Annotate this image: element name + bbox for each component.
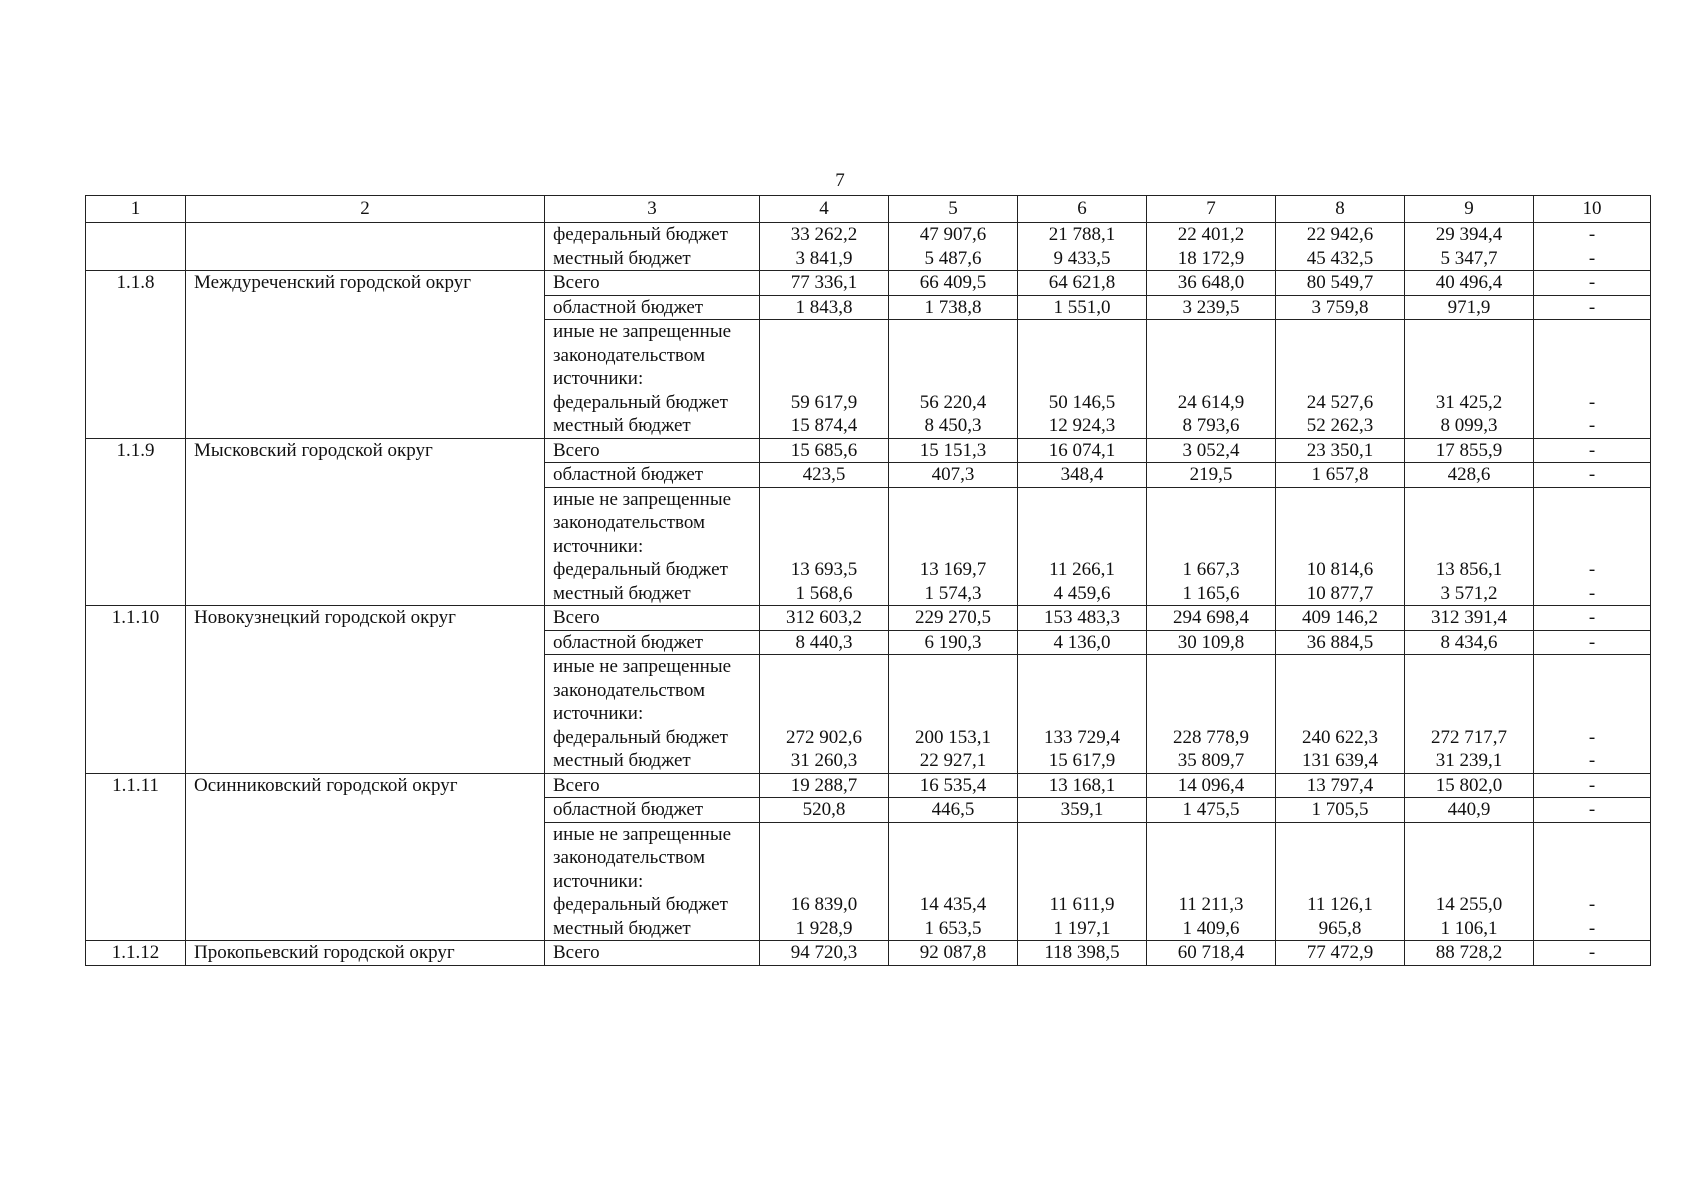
- value-cell: [1405, 223, 1534, 271]
- value-regional: 36 884,5: [1276, 630, 1405, 655]
- value-federal: 31 425,2: [1435, 391, 1503, 413]
- value-regional: 6 190,3: [889, 630, 1018, 655]
- value-federal: 133 729,4: [1044, 726, 1120, 748]
- value-federal: 13 693,5: [790, 559, 858, 580]
- value-total: 77 336,1: [760, 271, 889, 296]
- value-regional: 4 136,0: [1018, 630, 1147, 655]
- value-total: 16 535,4: [889, 773, 1018, 798]
- value-local: 15 874,4: [790, 415, 858, 436]
- label-federal: федеральный бюджет: [553, 726, 728, 748]
- value-local: 5 347,7: [1440, 247, 1498, 269]
- value-local: 15 617,9: [1048, 750, 1116, 771]
- district-name: Прокопьевский городской округ: [186, 941, 545, 966]
- value-total: 13 168,1: [1018, 773, 1147, 798]
- row-label: [545, 320, 760, 439]
- value-cell: [1276, 487, 1405, 606]
- value-local: 18 172,9: [1177, 247, 1245, 269]
- value-federal: 13 169,7: [919, 559, 987, 580]
- value-cell: [1147, 487, 1276, 606]
- value-regional: 359,1: [1018, 798, 1147, 823]
- value-federal: 228 778,9: [1173, 726, 1249, 748]
- value-cell: [1018, 320, 1147, 439]
- district-name: Междуреченский городской округ: [186, 271, 545, 439]
- table-row: [86, 606, 1651, 631]
- value-local: 5 487,6: [924, 247, 982, 269]
- value-cell: [1534, 223, 1651, 271]
- value-local: 8 793,6: [1182, 415, 1240, 436]
- value-local: 8 450,3: [924, 415, 982, 436]
- value-federal: 14 255,0: [1435, 894, 1503, 915]
- value-regional: 1 551,0: [1018, 295, 1147, 320]
- value-total: 23 350,1: [1276, 438, 1405, 463]
- label-other-sources: иные не запрещенные законодательством источники:: [553, 321, 732, 389]
- district-code: 1.1.12: [86, 941, 186, 966]
- value-total: 16 074,1: [1018, 438, 1147, 463]
- header-row: [86, 196, 1651, 223]
- value-cell: [1405, 487, 1534, 606]
- value-local: 1 568,6: [795, 582, 853, 604]
- value-local: 31 260,3: [790, 750, 858, 771]
- value-local: 31 239,1: [1435, 750, 1503, 771]
- table-row: [86, 271, 1651, 296]
- page-number: 7: [835, 170, 845, 191]
- value-regional: 348,4: [1018, 463, 1147, 488]
- label-other-sources: иные не запрещенные законодательством источники:: [553, 823, 732, 892]
- label-local: местный бюджет: [553, 582, 691, 604]
- column-number: 5: [889, 196, 1018, 223]
- label-other-sources: иные не запрещенные законодательством источники:: [553, 656, 732, 724]
- value-local: 3 841,9: [795, 247, 853, 269]
- empty-marker: -: [1588, 582, 1596, 604]
- value-federal: 21 788,1: [1048, 224, 1116, 245]
- value-total: 409 146,2: [1276, 606, 1405, 631]
- empty-cell: [186, 223, 545, 271]
- value-regional: 8 434,6: [1405, 630, 1534, 655]
- column-number: 9: [1405, 196, 1534, 223]
- value-local: 1 165,6: [1182, 582, 1240, 604]
- label-local: местный бюджет: [553, 750, 691, 771]
- value-cell: [760, 223, 889, 271]
- label-total: Всего: [545, 941, 760, 966]
- value-total: 92 087,8: [889, 941, 1018, 966]
- value-total: 294 698,4: [1147, 606, 1276, 631]
- empty-marker: -: [1534, 271, 1651, 296]
- value-federal: 22 401,2: [1177, 224, 1245, 245]
- district-name: Новокузнецкий городской округ: [186, 606, 545, 774]
- value-local: 10 877,7: [1306, 582, 1374, 604]
- value-local: 1 574,3: [924, 582, 982, 604]
- value-total: 66 409,5: [889, 271, 1018, 296]
- value-local: 1 106,1: [1440, 917, 1498, 939]
- value-cell: [760, 487, 889, 606]
- value-cell: [1534, 487, 1651, 606]
- empty-marker: -: [1588, 750, 1596, 771]
- value-cell: [889, 223, 1018, 271]
- value-local: 12 924,3: [1048, 415, 1116, 436]
- value-regional: 30 109,8: [1147, 630, 1276, 655]
- value-regional: 1 738,8: [889, 295, 1018, 320]
- value-regional: 219,5: [1147, 463, 1276, 488]
- value-local: 45 432,5: [1306, 247, 1374, 269]
- value-total: 88 728,2: [1405, 941, 1534, 966]
- label-federal: федеральный бюджет: [553, 391, 728, 413]
- value-total: 77 472,9: [1276, 941, 1405, 966]
- empty-marker: -: [1534, 463, 1651, 488]
- value-cell: [1018, 223, 1147, 271]
- value-local: 9 433,5: [1053, 247, 1111, 269]
- value-regional: 3 239,5: [1147, 295, 1276, 320]
- empty-marker: -: [1534, 773, 1651, 798]
- label-total: Всего: [545, 438, 760, 463]
- value-federal: 272 717,7: [1431, 726, 1507, 748]
- value-cell: [760, 822, 889, 941]
- value-total: 14 096,4: [1147, 773, 1276, 798]
- value-total: 15 685,6: [760, 438, 889, 463]
- value-cell: [1405, 822, 1534, 941]
- value-cell: [760, 320, 889, 439]
- value-federal: 11 266,1: [1049, 559, 1115, 580]
- value-federal: 11 126,1: [1307, 894, 1373, 915]
- value-federal: 13 856,1: [1435, 559, 1503, 580]
- column-number: 4: [760, 196, 889, 223]
- value-regional: 446,5: [889, 798, 1018, 823]
- value-cell: [1276, 655, 1405, 774]
- value-cell: [1534, 320, 1651, 439]
- value-total: 40 496,4: [1405, 271, 1534, 296]
- value-regional: 520,8: [760, 798, 889, 823]
- empty-marker: -: [1588, 415, 1596, 436]
- empty-marker: -: [1588, 247, 1596, 269]
- value-cell: [889, 822, 1018, 941]
- label-federal: федеральный бюджет: [553, 224, 728, 245]
- label-federal: федеральный бюджет: [553, 559, 728, 580]
- value-total: 60 718,4: [1147, 941, 1276, 966]
- value-regional: 1 475,5: [1147, 798, 1276, 823]
- district-name: Мысковский городской округ: [186, 438, 545, 606]
- column-number: 8: [1276, 196, 1405, 223]
- empty-cell: [86, 223, 186, 271]
- column-number: 10: [1534, 196, 1651, 223]
- value-regional: 407,3: [889, 463, 1018, 488]
- value-total: 312 603,2: [760, 606, 889, 631]
- empty-marker: -: [1588, 224, 1596, 245]
- table-row: [86, 941, 1651, 966]
- value-cell: [1405, 655, 1534, 774]
- value-cell: [1018, 487, 1147, 606]
- label-local: местный бюджет: [553, 415, 691, 436]
- value-federal: 11 211,3: [1178, 894, 1244, 915]
- value-local: 131 639,4: [1302, 750, 1378, 771]
- value-total: 80 549,7: [1276, 271, 1405, 296]
- value-total: 94 720,3: [760, 941, 889, 966]
- value-total: 312 391,4: [1405, 606, 1534, 631]
- value-regional: 440,9: [1405, 798, 1534, 823]
- value-federal: 24 614,9: [1177, 391, 1245, 413]
- value-total: 118 398,5: [1018, 941, 1147, 966]
- value-cell: [889, 655, 1018, 774]
- value-regional: 428,6: [1405, 463, 1534, 488]
- value-cell: [1018, 822, 1147, 941]
- empty-marker: -: [1534, 798, 1651, 823]
- empty-marker: -: [1588, 917, 1596, 939]
- value-cell: [1147, 320, 1276, 439]
- district-code: 1.1.9: [86, 438, 186, 606]
- value-local: 35 809,7: [1177, 750, 1245, 771]
- value-cell: [1147, 655, 1276, 774]
- table-row: [86, 223, 1651, 271]
- value-total: 15 151,3: [889, 438, 1018, 463]
- value-local: 52 262,3: [1306, 415, 1374, 436]
- table-row: [86, 438, 1651, 463]
- value-cell: [1276, 822, 1405, 941]
- value-total: 153 483,3: [1018, 606, 1147, 631]
- label-total: Всего: [545, 773, 760, 798]
- value-federal: 56 220,4: [919, 391, 987, 413]
- label-federal: федеральный бюджет: [553, 894, 728, 915]
- table-row: [86, 773, 1651, 798]
- value-total: 36 648,0: [1147, 271, 1276, 296]
- empty-marker: -: [1534, 438, 1651, 463]
- value-regional: 1 705,5: [1276, 798, 1405, 823]
- value-regional: 1 657,8: [1276, 463, 1405, 488]
- label-total: Всего: [545, 271, 760, 296]
- label-regional: областной бюджет: [545, 798, 760, 823]
- value-cell: [1534, 822, 1651, 941]
- district-code: 1.1.11: [86, 773, 186, 941]
- label-regional: областной бюджет: [545, 295, 760, 320]
- empty-marker: -: [1588, 391, 1596, 413]
- value-federal: 200 153,1: [915, 726, 991, 748]
- value-federal: 29 394,4: [1435, 224, 1503, 245]
- value-federal: 22 942,6: [1306, 224, 1374, 245]
- label-regional: областной бюджет: [545, 463, 760, 488]
- budget-table: [85, 195, 1651, 966]
- empty-marker: -: [1534, 606, 1651, 631]
- column-number: 3: [545, 196, 760, 223]
- table-body: [86, 196, 1651, 966]
- row-label: [545, 655, 760, 774]
- value-cell: [889, 320, 1018, 439]
- label-total: Всего: [545, 606, 760, 631]
- value-federal: 59 617,9: [790, 391, 858, 413]
- value-cell: [1147, 822, 1276, 941]
- value-federal: 16 839,0: [790, 894, 858, 915]
- value-cell: [760, 655, 889, 774]
- row-label: [545, 487, 760, 606]
- empty-marker: -: [1588, 559, 1596, 580]
- value-cell: [1147, 223, 1276, 271]
- district-code: 1.1.8: [86, 271, 186, 439]
- empty-marker: -: [1588, 894, 1596, 915]
- label-other-sources: иные не запрещенные законодательством источники:: [553, 488, 732, 557]
- value-cell: [889, 487, 1018, 606]
- value-local: 22 927,1: [919, 750, 987, 771]
- row-label: [545, 822, 760, 941]
- value-total: 13 797,4: [1276, 773, 1405, 798]
- value-local: 8 099,3: [1440, 415, 1498, 436]
- label-regional: областной бюджет: [545, 630, 760, 655]
- value-total: 15 802,0: [1405, 773, 1534, 798]
- empty-marker: -: [1588, 726, 1596, 748]
- label-local: местный бюджет: [553, 247, 691, 269]
- district-code: 1.1.10: [86, 606, 186, 774]
- value-total: 17 855,9: [1405, 438, 1534, 463]
- row-label: [545, 223, 760, 271]
- value-cell: [1018, 655, 1147, 774]
- column-number: 1: [86, 196, 186, 223]
- value-regional: 3 759,8: [1276, 295, 1405, 320]
- value-local: 1 928,9: [795, 917, 853, 939]
- value-local: 965,8: [1318, 917, 1362, 939]
- value-federal: 272 902,6: [786, 726, 862, 748]
- value-federal: 33 262,2: [790, 224, 858, 245]
- value-federal: 24 527,6: [1306, 391, 1374, 413]
- column-number: 6: [1018, 196, 1147, 223]
- value-regional: 423,5: [760, 463, 889, 488]
- empty-marker: -: [1534, 941, 1651, 966]
- value-federal: 47 907,6: [919, 224, 987, 245]
- value-federal: 1 667,3: [1182, 559, 1240, 580]
- value-total: 229 270,5: [889, 606, 1018, 631]
- value-cell: [1276, 223, 1405, 271]
- value-cell: [1276, 320, 1405, 439]
- value-regional: 8 440,3: [760, 630, 889, 655]
- column-number: 7: [1147, 196, 1276, 223]
- value-total: 3 052,4: [1147, 438, 1276, 463]
- district-name: Осинниковский городской округ: [186, 773, 545, 941]
- value-total: 19 288,7: [760, 773, 889, 798]
- value-total: 64 621,8: [1018, 271, 1147, 296]
- value-federal: 14 435,4: [919, 894, 987, 915]
- label-local: местный бюджет: [553, 917, 691, 939]
- value-regional: 1 843,8: [760, 295, 889, 320]
- value-cell: [1405, 320, 1534, 439]
- value-federal: 10 814,6: [1306, 559, 1374, 580]
- value-local: 3 571,2: [1440, 582, 1498, 604]
- value-federal: 240 622,3: [1302, 726, 1378, 748]
- value-regional: 971,9: [1405, 295, 1534, 320]
- column-number: 2: [186, 196, 545, 223]
- value-federal: 50 146,5: [1048, 391, 1116, 413]
- value-federal: 11 611,9: [1049, 894, 1115, 915]
- value-local: 1 409,6: [1182, 917, 1240, 939]
- value-local: 1 197,1: [1053, 917, 1111, 939]
- empty-marker: -: [1534, 295, 1651, 320]
- value-cell: [1534, 655, 1651, 774]
- empty-marker: -: [1534, 630, 1651, 655]
- value-local: 1 653,5: [924, 917, 982, 939]
- value-local: 4 459,6: [1053, 582, 1111, 604]
